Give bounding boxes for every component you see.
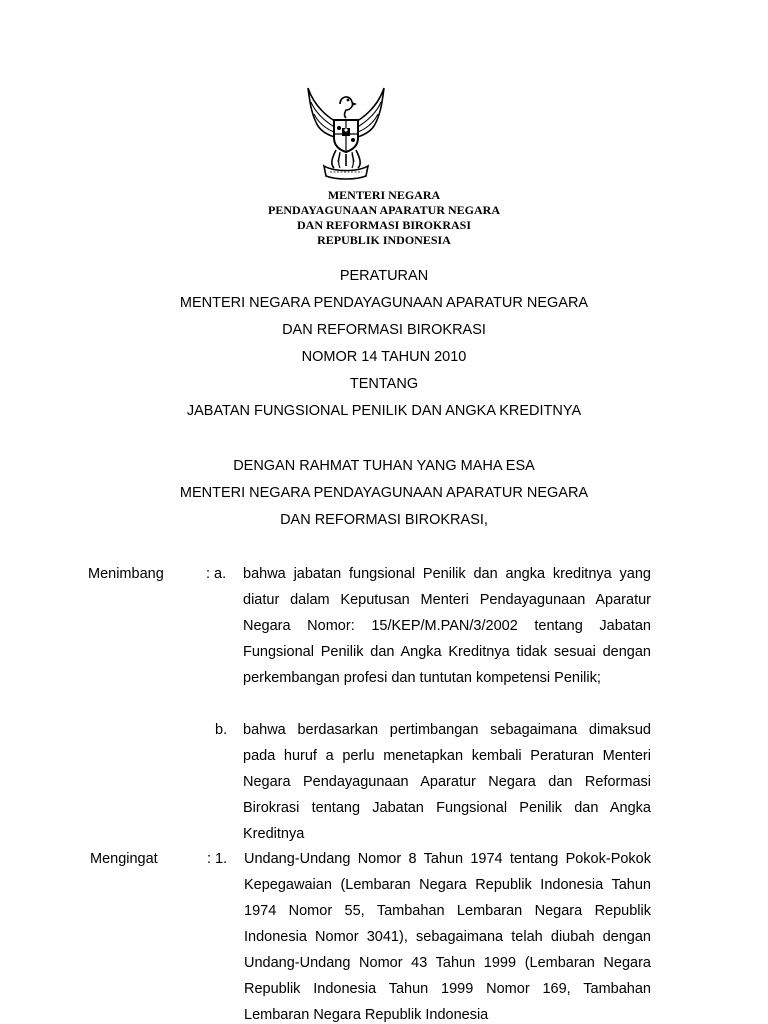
preamble-line-1: DENGAN RAHMAT TUHAN YANG MAHA ESA: [233, 458, 535, 474]
title-line-3: DAN REFORMASI BIROKRASI: [282, 322, 486, 338]
menimbang-item-b-text: bahwa berdasarkan pertimbangan sebagaimana dimaksud pada huruf a perlu menetapkan kembali Peraturan Menteri Negara Pendayagunaan Aparatur Negara dan Reformasi Birokrasi tentang Jabatan Fungsional Penilik dan Angka Kreditnya: [243, 722, 651, 842]
preamble-line-3: DAN REFORMASI BIROKRASI,: [280, 512, 488, 528]
title-line-6: JABATAN FUNGSIONAL PENILIK DAN ANGKA KREDITNYA: [186, 403, 582, 419]
title-line-5: TENTANG: [349, 376, 419, 392]
ministry-header: [0, 188, 768, 248]
menimbang-item-a-text: bahwa jabatan fungsional Penilik dan angka kreditnya yang diatur dalam Keputusan Menteri Pendayagunaan Aparatur Negara Nomor: 15/KEP/M.PAN/3/2002 tentang Jabatan Fungsional Penilik dan Angka Kreditnya tidak sesuai dengan perkembangan profesi dan tuntutan kompetensi Penilik;: [243, 566, 651, 686]
ministry-line-4: REPUBLIK INDONESIA: [317, 233, 451, 247]
ministry-line-3: DAN REFORMASI BIROKRASI: [296, 218, 472, 232]
preamble: [0, 453, 768, 534]
menimbang-marker-a: : a.: [206, 566, 227, 582]
menimbang-marker-b: b.: [215, 722, 228, 738]
mengingat-item-1-text: Undang-Undang Nomor 8 Tahun 1974 tentang Pokok-Pokok Kepegawaian (Lembaran Negara Republik Indonesia Tahun 1974 Nomor 55, Tambahan Lembaran Negara Republik Indonesia Nomor 3041), sebagaimana telah diubah dengan Undang-Undang Nomor 43 Tahun 1999 (Lembaran Negara Republik Indonesia Tahun 1999 Nomor 169, Tambahan Lembaran Negara Republik Indonesia: [244, 851, 651, 1023]
title-line-2: MENTERI NEGARA PENDAYAGUNAAN APARATUR NEGARA: [179, 295, 589, 311]
ministry-line-1: MENTERI NEGARA: [327, 188, 441, 202]
mengingat-marker-1: : 1.: [207, 851, 228, 867]
garuda-emblem-icon: [300, 84, 392, 180]
ministry-line-2: PENDAYAGUNAAN APARATUR NEGARA: [267, 203, 500, 217]
preamble-line-2: MENTERI NEGARA PENDAYAGUNAAN APARATUR NEGARA: [179, 485, 589, 501]
regulation-title: [0, 263, 768, 425]
menimbang-label: Menimbang: [88, 566, 164, 582]
title-line-1: PERATURAN: [339, 268, 429, 284]
title-line-4: NOMOR 14 TAHUN 2010: [301, 349, 467, 365]
mengingat-label: Mengingat: [90, 851, 158, 867]
